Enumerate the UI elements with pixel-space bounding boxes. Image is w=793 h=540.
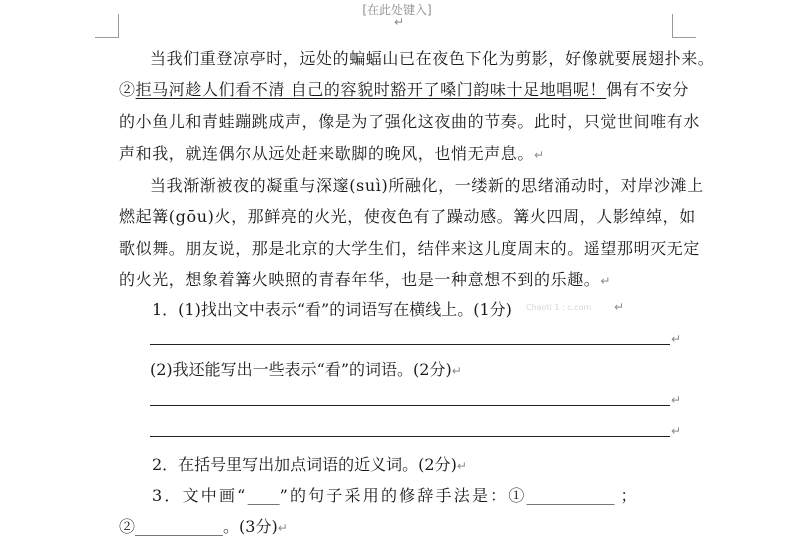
paragraph-mark: ↵ <box>277 521 288 535</box>
header-paragraph-mark: ↵ <box>394 15 405 29</box>
question-2-text: 2．在括号里写出加点词语的近义词。(2分) <box>152 455 457 474</box>
question-3-line2 <box>119 514 288 537</box>
paragraph-mark: ↵ <box>671 332 682 346</box>
paragraph-mark: ↵ <box>534 148 545 162</box>
header-placeholder[interactable]: [在此处键入] <box>362 3 432 17</box>
para1-line4 <box>119 141 545 164</box>
paragraph-mark: ↵ <box>671 424 682 438</box>
para1-line2-rest: 偶有不安分 <box>606 80 690 99</box>
question-3-text-2: ”的句子采用的修辞手法是：① <box>279 486 527 505</box>
question-3-line2-end: 。(3分) <box>223 517 278 536</box>
para2-line1: 当我渐渐被夜的凝重与深邃(suì)所融化，一缕新的思绪涌动时，对岸沙滩上 <box>150 176 704 195</box>
corner-mark-top-left-h <box>95 37 119 38</box>
para1-line2-marker: ② <box>119 80 136 99</box>
corner-mark-top-right-v <box>672 14 673 38</box>
question-3-blank: ____ <box>247 486 280 505</box>
question-1-2-text: (2)我还能写出一些表示“看”的词语。(2分) <box>150 360 452 379</box>
question-1-2 <box>150 357 462 380</box>
para1-line3: 的小鱼儿和青蛙蹦跳成声，像是为了强化这夜曲的节奏。此时，只觉世间唯有水 <box>119 112 701 131</box>
question-3-blank-1[interactable]: ___________ <box>526 486 615 505</box>
corner-mark-top-right-h <box>672 37 696 38</box>
para1-line2 <box>119 77 689 100</box>
paragraph-mark: ↵ <box>671 393 682 407</box>
para2-line4 <box>119 267 611 290</box>
paragraph-mark: ↵ <box>600 274 612 288</box>
question-3-line2-marker: ② <box>119 517 136 536</box>
para1-line4-text: 声和我，就连偶尔从远处赶来歇脚的晚风，也悄无声息。 <box>119 144 535 163</box>
underlined-sentence: 拒马河趁人们看不清 自己的容貌时豁开了嗓门韵味十足地唱呢！ <box>135 80 607 99</box>
paragraph-mark: ↵ <box>456 459 467 473</box>
para2-line3: 歌似舞。朋友说，那是北京的大学生们，结伴来这儿度周末的。遥望那明灭无定 <box>119 239 701 258</box>
para1-line1: 当我们重登凉亭时，远处的蝙蝠山已在夜色下化为剪影，好像就要展翅扑来。 <box>150 49 715 68</box>
watermark-text: Chaoti 1 : c.com <box>526 303 592 312</box>
answer-line-2[interactable] <box>150 405 670 406</box>
paragraph-mark: ↵ <box>614 300 625 314</box>
corner-mark-top-left-v <box>118 14 119 38</box>
question-3-blank-2[interactable]: ___________ <box>135 517 224 536</box>
question-3-text: 3．文中画“ <box>152 486 248 505</box>
question-2 <box>152 452 467 475</box>
paragraph-mark: ↵ <box>451 364 462 378</box>
question-3-end: ； <box>620 486 639 505</box>
para2-line2: 燃起篝(gōu)火，那鲜亮的火光，使夜色有了躁动感。篝火四周，人影绰绰，如 <box>119 207 696 226</box>
question-3 <box>152 483 639 506</box>
answer-line-3[interactable] <box>150 436 670 437</box>
para2-line4-text: 的火光，想象着篝火映照的青春年华，也是一种意想不到的乐趣。 <box>119 270 601 289</box>
answer-line-1[interactable] <box>150 344 670 345</box>
question-1-1: 1．(1)找出文中表示“看”的词语写在横线上。(1分) <box>152 300 512 319</box>
